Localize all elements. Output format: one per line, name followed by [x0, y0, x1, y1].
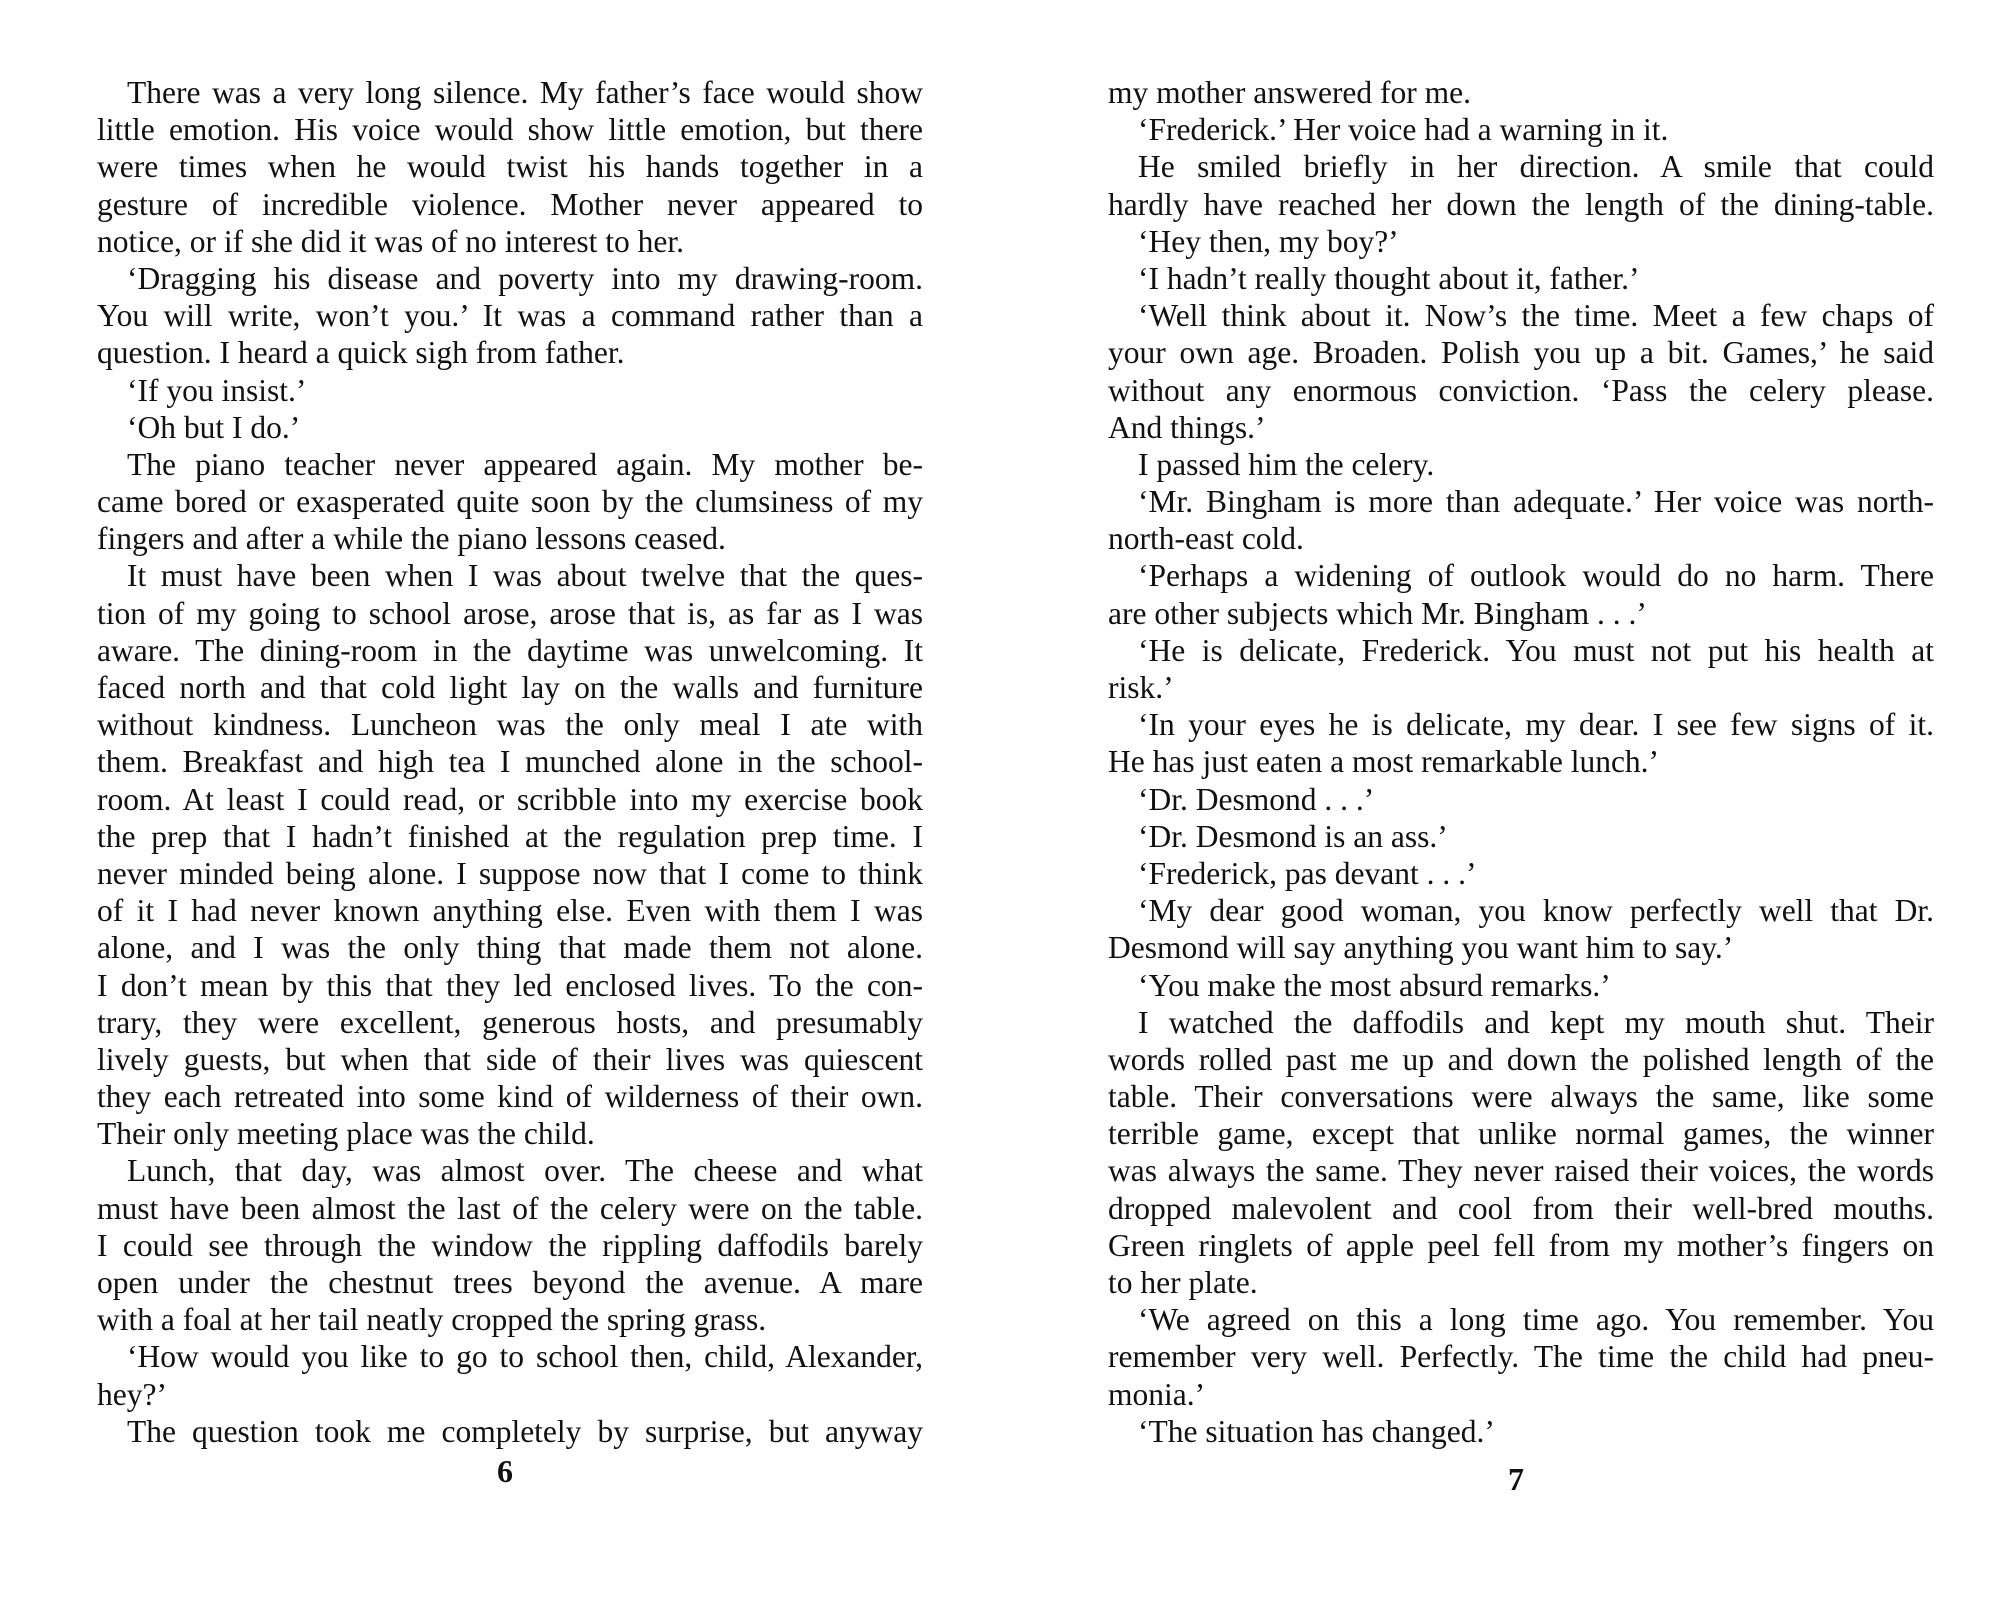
- text-line: gesture of incredible violence. Mother never appeared to: [97, 186, 923, 222]
- text-line: It must have been when I was about twelve that the ques-: [127, 558, 923, 594]
- text-line: hardly have reached her down the length of the dining-table.: [1108, 186, 1934, 222]
- text-line: monia.’: [1108, 1376, 1206, 1412]
- text-line: faced north and that cold light lay on the walls and furniture: [97, 670, 923, 705]
- text-line: ‘The situation has changed.’: [1138, 1413, 1495, 1449]
- text-line: dropped malevolent and cool from their well-bred mouths.: [1108, 1190, 1934, 1226]
- text-line: ‘Perhaps a widening of outlook would do no harm. There: [1138, 558, 1934, 594]
- text-line: I passed him the celery.: [1138, 446, 1435, 482]
- text-line: them. Breakfast and high tea I munched alone in the school-: [97, 744, 923, 780]
- text-line: ‘We agreed on this a long time ago. You remember. You: [1138, 1302, 1934, 1338]
- text-line: were times when he would twist his hands together in a: [97, 149, 923, 185]
- text-line: ‘My dear good woman, you know perfectly well that Dr.: [1138, 893, 1934, 929]
- text-line: ‘If you insist.’: [127, 372, 307, 408]
- text-line: they each retreated into some kind of wilderness of their own.: [97, 1079, 923, 1115]
- text-line: Lunch, that day, was almost over. The cheese and what: [127, 1153, 923, 1189]
- text-line: remember very well. Perfectly. The time the child had pneu-: [1108, 1339, 1934, 1375]
- text-line: of it I had never known anything else. Even with them I was: [97, 893, 923, 929]
- text-line: ‘I hadn’t really thought about it, father.’: [1138, 260, 1640, 296]
- text-line: to her plate.: [1108, 1265, 1258, 1300]
- page-number-left: 6: [497, 1453, 513, 1489]
- text-line: open under the chestnut trees beyond the avenue. A mare: [97, 1265, 923, 1300]
- text-line: north-east cold.: [1108, 521, 1304, 557]
- text-line: words rolled past me up and down the polished length of the: [1108, 1041, 1934, 1077]
- text-line: He smiled briefly in her direction. A smile that could: [1138, 149, 1934, 185]
- text-line: Their only meeting place was the child.: [97, 1116, 595, 1152]
- text-line: You will write, won’t you.’ It was a command rather than a: [97, 298, 923, 334]
- text-line: ‘Dr. Desmond . . .’: [1138, 781, 1375, 817]
- text-line: with a foal at her tail neatly cropped the spring grass.: [97, 1302, 767, 1338]
- right-page: [1108, 74, 1934, 1450]
- text-line: ‘Well think about it. Now’s the time. Meet a few chaps of: [1138, 298, 1934, 334]
- text-line: table. Their conversations were always the same, like some: [1108, 1079, 1934, 1115]
- left-page: [97, 74, 923, 1450]
- text-line: your own age. Broaden. Polish you up a bit. Games,’ he said: [1108, 335, 1934, 371]
- text-line: He has just eaten a most remarkable lunch.’: [1108, 744, 1660, 780]
- text-line: ‘How would you like to go to school then, child, Alexander,: [127, 1339, 923, 1375]
- text-line: terrible game, except that unlike normal games, the winner: [1108, 1116, 1934, 1152]
- text-line: I watched the daffodils and kept my mouth shut. Their: [1138, 1004, 1934, 1040]
- text-line: ‘Oh but I do.’: [127, 409, 301, 445]
- text-line: was always the same. They never raised their voices, the words: [1108, 1153, 1934, 1189]
- text-line: And things.’: [1108, 409, 1266, 445]
- text-line: Green ringlets of apple peel fell from my mother’s fingers on: [1108, 1227, 1934, 1263]
- text-line: notice, or if she did it was of no interest to her.: [97, 223, 684, 259]
- text-line: ‘In your eyes he is delicate, my dear. I see few signs of it.: [1138, 707, 1934, 743]
- text-line: room. At least I could read, or scribble into my exercise book: [97, 781, 923, 817]
- text-line: Desmond will say anything you want him to say.’: [1108, 930, 1734, 966]
- text-line: There was a very long silence. My father’s face would show: [127, 75, 923, 110]
- text-line: trary, they were excellent, generous hosts, and presumably: [97, 1004, 923, 1040]
- text-line: fingers and after a while the piano lessons ceased.: [97, 521, 726, 557]
- text-line: came bored or exasperated quite soon by the clumsiness of my: [97, 484, 923, 520]
- text-line: ‘Frederick, pas devant . . .’: [1138, 855, 1477, 891]
- text-line: hey?’: [97, 1376, 167, 1412]
- text-line: I could see through the window the rippling daffodils barely: [97, 1227, 923, 1263]
- text-line: the prep that I hadn’t finished at the regulation prep time. I: [97, 818, 923, 854]
- text-line: ‘Dragging his disease and poverty into my drawing-room.: [127, 260, 923, 296]
- text-line: are other subjects which Mr. Bingham . . .’: [1108, 595, 1647, 631]
- text-line: ‘Hey then, my boy?’: [1138, 223, 1399, 259]
- text-line: my mother answered for me.: [1108, 75, 1472, 110]
- text-line: The question took me completely by surprise, but anyway: [127, 1413, 923, 1449]
- page-number-right: 7: [1508, 1461, 1524, 1497]
- text-line: tion of my going to school arose, arose that is, as far as I was: [97, 595, 923, 631]
- text-line: risk.’: [1108, 670, 1174, 705]
- text-line: ‘You make the most absurd remarks.’: [1138, 967, 1611, 1003]
- text-line: ‘Frederick.’ Her voice had a warning in it.: [1138, 112, 1669, 148]
- text-line: never minded being alone. I suppose now that I come to think: [97, 855, 923, 891]
- text-line: ‘He is delicate, Frederick. You must not put his health at: [1138, 632, 1934, 668]
- text-line: ‘Mr. Bingham is more than adequate.’ Her voice was north-: [1138, 484, 1934, 520]
- text-line: I don’t mean by this that they led enclosed lives. To the con-: [97, 967, 923, 1003]
- text-line: lively guests, but when that side of their lives was quiescent: [97, 1041, 923, 1077]
- text-line: without any enormous conviction. ‘Pass the celery please.: [1108, 372, 1934, 408]
- text-line: The piano teacher never appeared again. My mother be-: [127, 446, 923, 482]
- text-line: ‘Dr. Desmond is an ass.’: [1138, 818, 1448, 854]
- text-line: must have been almost the last of the celery were on the table.: [97, 1190, 923, 1226]
- text-line: without kindness. Luncheon was the only meal I ate with: [97, 707, 923, 743]
- text-line: alone, and I was the only thing that made them not alone.: [97, 930, 923, 966]
- text-line: question. I heard a quick sigh from father.: [97, 335, 625, 371]
- text-line: aware. The dining-room in the daytime was unwelcoming. It: [97, 632, 923, 668]
- text-line: little emotion. His voice would show little emotion, but there: [97, 112, 923, 148]
